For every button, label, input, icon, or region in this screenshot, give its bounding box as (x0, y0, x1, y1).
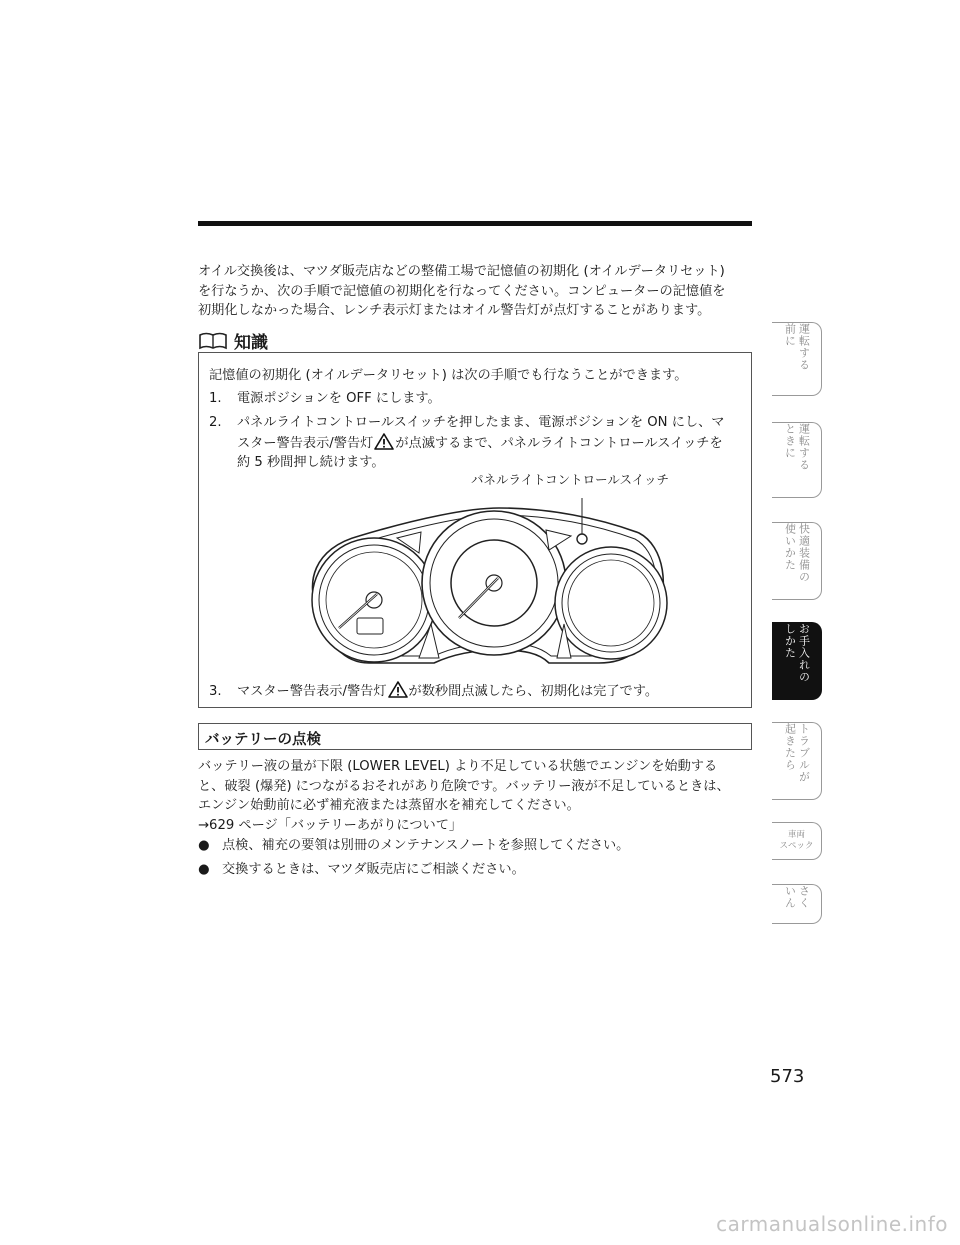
knowledge-box (198, 352, 752, 708)
battery-title: バッテリーの点検 (205, 732, 321, 748)
instrument-cluster-illustration (299, 498, 669, 678)
chapter-tab-vehicle-specs[interactable] (772, 822, 822, 860)
tab-label: しかた (783, 623, 797, 659)
chapter-tab-maintenance[interactable] (772, 622, 822, 700)
step-text: 電源ポジションを OFF にします。 (237, 391, 441, 406)
battery-line: と、破裂 (爆発) につながるおそれがあり危険です。バッテリー液が不足しているときは、 (198, 778, 730, 794)
bullet-dot: ● (198, 838, 210, 853)
chapter-tab-while-driving[interactable] (772, 422, 822, 498)
intro-line: オイル交換後は、マツダ販売店などの整備工場で記憶値の初期化 (オイルデータリセット) (198, 264, 725, 279)
intro-line: を行なうか、次の手順で記憶値の初期化を行なってください。コンピューターの記憶値を (198, 283, 726, 299)
step-text: パネルライトコントロールスイッチを押したまま、電源ポジションを ON にし、マ (237, 415, 725, 430)
tab-label: ときに (783, 423, 797, 459)
panel-light-switch (577, 534, 587, 544)
step-2-line2 (237, 433, 723, 454)
header-rule (198, 221, 752, 226)
intro-line: 初期化しなかった場合、レンチ表示灯またはオイル警告灯が点灯することがあります。 (198, 303, 711, 318)
step-number: 1. (209, 391, 222, 406)
step-text: が点滅するまで、パネルライトコントロールスイッチを (395, 436, 723, 451)
tab-label: さく (797, 885, 811, 909)
chapter-tab-comfort-features[interactable] (772, 522, 822, 600)
battery-paragraph (198, 757, 754, 835)
tab-label: スペック (779, 841, 814, 851)
tab-label: お手入れの (797, 623, 811, 683)
page-reference-link[interactable]: →629 ページ「バッテリーあがりについて」 (198, 817, 463, 833)
tab-label: 起きたら (783, 723, 797, 771)
tab-label: いん (783, 885, 797, 909)
watermark: carmanualsonline.info (716, 1212, 948, 1236)
tab-label: 運転する (797, 423, 811, 471)
battery-line: バッテリー液の量が下限 (LOWER LEVEL) より不足している状態でエンジンを始動する (198, 759, 718, 774)
step-text: が数秒間点滅したら、初期化は完了です。 (408, 684, 659, 699)
tab-label: 快適装備の (797, 523, 811, 583)
step-3 (209, 681, 658, 702)
knowledge-heading (198, 328, 268, 353)
bullet-item (198, 858, 525, 877)
chapter-tab-index[interactable] (772, 884, 822, 924)
tab-label: 前に (783, 323, 797, 347)
chapter-tab-before-driving[interactable] (772, 322, 822, 396)
battery-line: エンジン始動前に必ず補充液または蒸留水を補充してください。 (198, 798, 580, 813)
intro-paragraph (198, 262, 754, 321)
step-number: 3. (209, 684, 222, 699)
tab-label: 使いかた (783, 523, 797, 571)
step-text: マスター警告表示/警告灯 (237, 684, 387, 699)
step-number: 2. (209, 415, 222, 430)
step-2 (209, 413, 724, 433)
battery-section-heading (198, 723, 752, 750)
chapter-tab-troubleshooting[interactable] (772, 722, 822, 800)
bullet-item (198, 834, 629, 853)
warning-icon (374, 433, 394, 450)
step-1 (209, 389, 441, 409)
bullet-dot: ● (198, 862, 210, 877)
bullet-text: 交換するときは、マツダ販売店にご相談ください。 (222, 862, 525, 877)
tab-label: 運転する (797, 323, 811, 371)
step-text: スター警告表示/警告灯 (237, 436, 374, 451)
bullet-text: 点検、補充の要領は別冊のメンテナンスノートを参照してください。 (222, 838, 630, 853)
knowledge-lead: 記憶値の初期化 (オイルデータリセット) は次の手順でも行なうことができます。 (209, 368, 688, 383)
warning-icon (388, 681, 408, 698)
page-number: 573 (770, 1066, 805, 1087)
tab-label: トラブルが (797, 723, 811, 783)
knowledge-title: 知識 (234, 333, 268, 353)
step-2-line3: 約 5 秒間押し続けます。 (237, 455, 385, 470)
tab-label: 車両 (787, 830, 805, 840)
callout-label: パネルライトコントロールスイッチ (471, 472, 670, 487)
book-icon (198, 331, 228, 351)
